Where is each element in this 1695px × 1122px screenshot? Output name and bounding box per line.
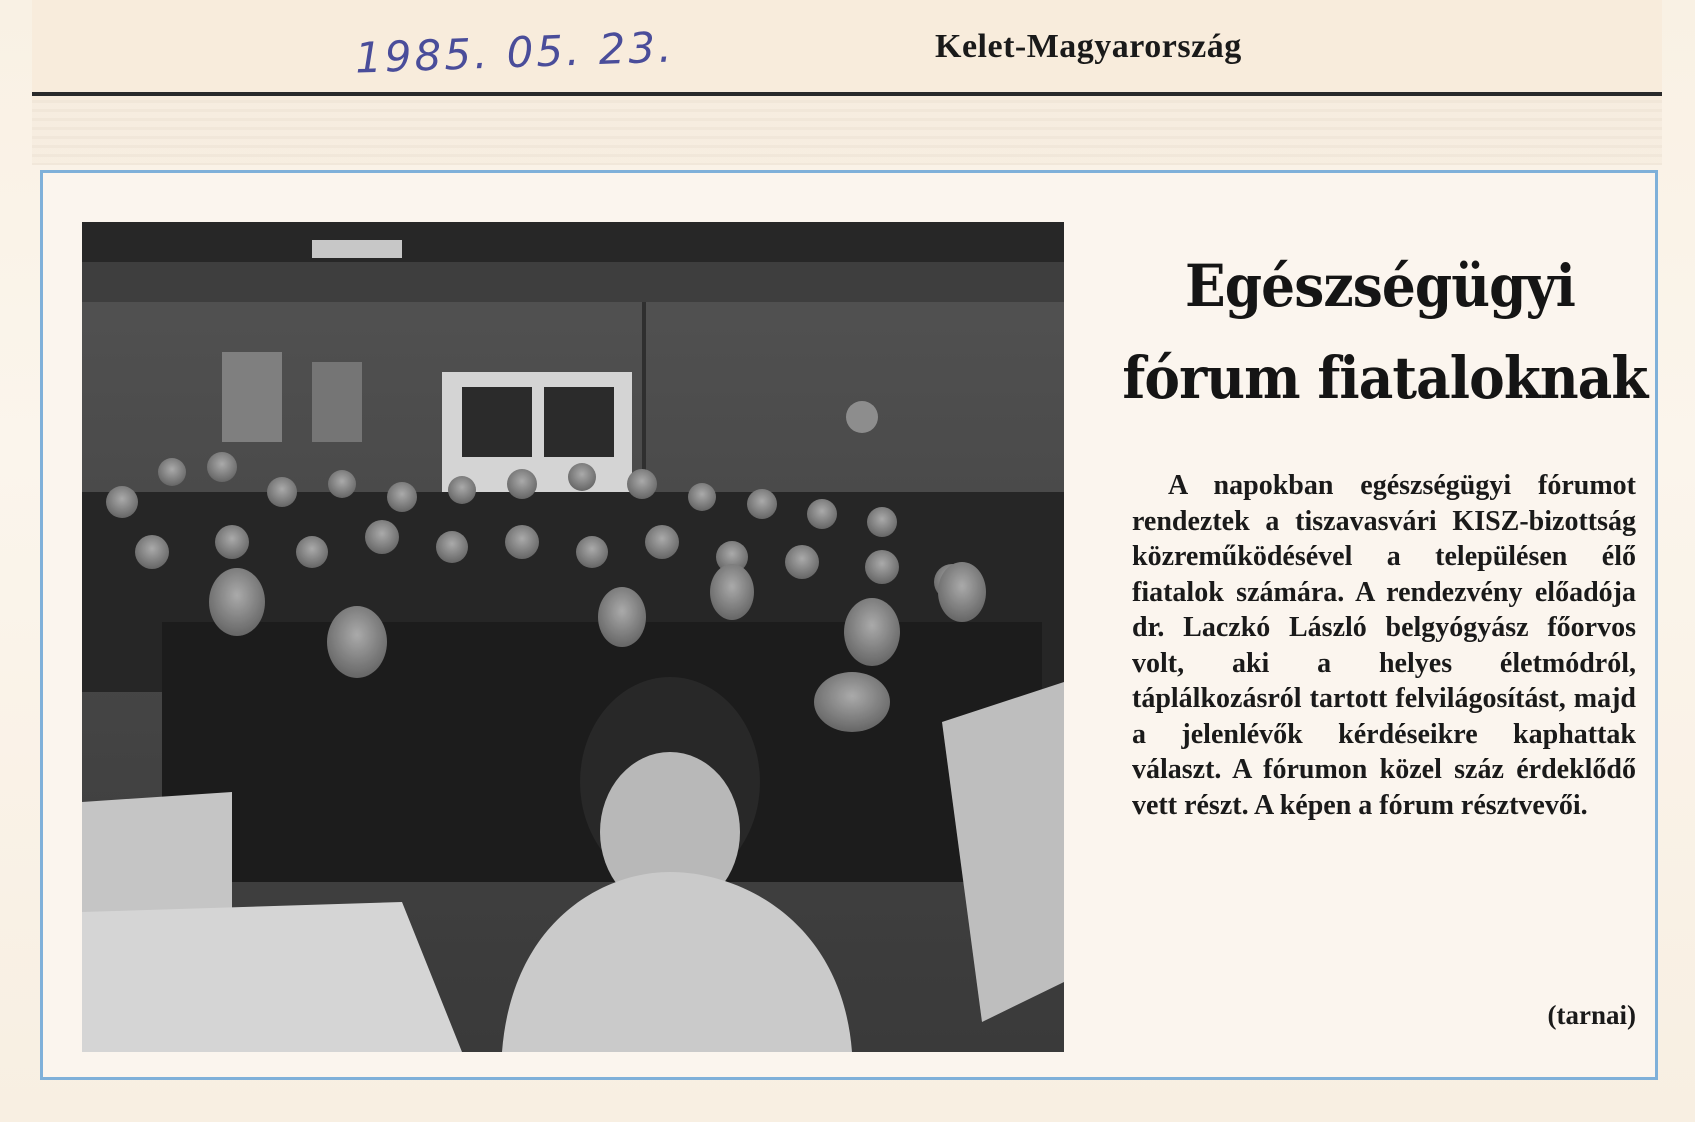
article-body xyxy=(1132,468,1636,823)
article-headline xyxy=(1122,240,1648,424)
newspaper-name: Kelet-Magyarország xyxy=(935,28,1242,65)
clipping-header xyxy=(32,0,1662,100)
article-photo xyxy=(82,222,1064,1052)
headline-line-2: fórum fiataloknak xyxy=(1122,344,1648,412)
article-byline: (tarnai) xyxy=(1547,1000,1636,1030)
audience-photo-image xyxy=(82,222,1064,1052)
print-bleed-through xyxy=(32,100,1662,165)
handwritten-date: 1985. 05. 23. xyxy=(354,22,676,83)
article-body-text: A napokban egészségügyi fórumot rendeztek a tiszavasvári KISZ-bizottság közreműködésével a településen élő fiatalok számára. A rendezvény előadója dr. Laczkó László belgyógyász főorvos volt, aki a helyes életmódról, táplálkozásról tartott felvilágosítást, majd a jelenlévők kérdéseikre kaphattak választ. A fórumon közel száz érdeklődő vett részt. A képen a fórum résztvevői. xyxy=(1132,470,1636,821)
headline-line-1: Egészségügyi xyxy=(1185,252,1575,320)
header-rule xyxy=(32,92,1662,96)
